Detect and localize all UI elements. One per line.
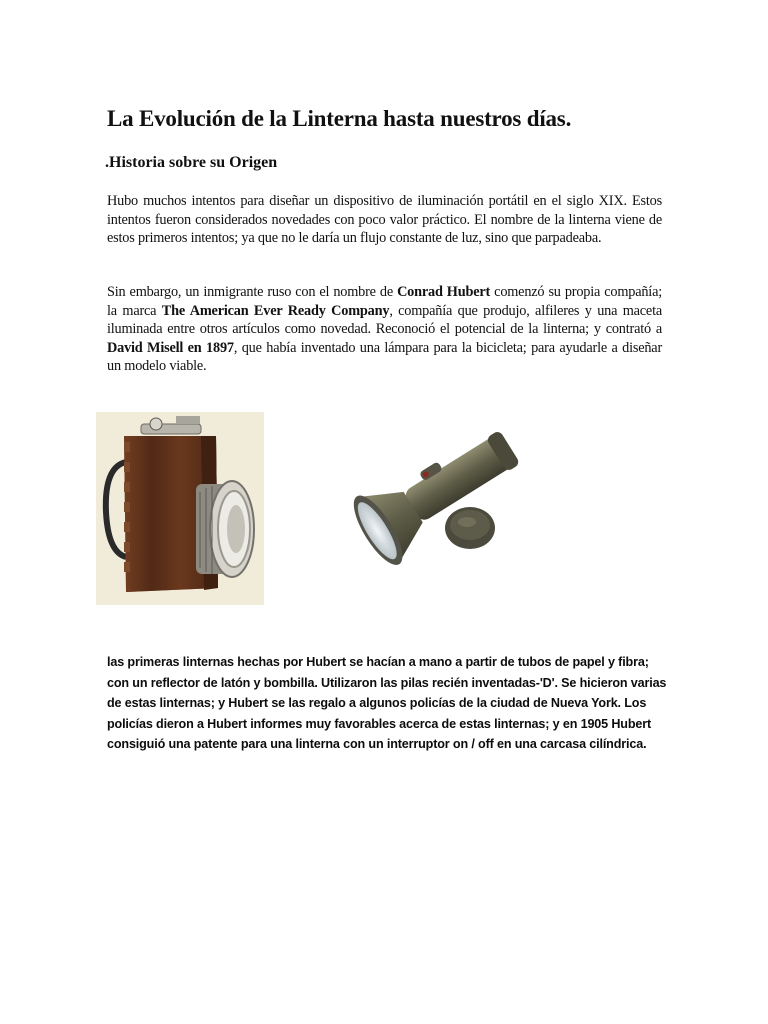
bold-name-misell: David Misell en 1897 <box>107 339 234 356</box>
page-title: La Evolución de la Linterna hasta nuestros días. <box>107 106 572 131</box>
wooden-box-flashlight-photo <box>96 412 264 605</box>
bold-name-hubert: Conrad Hubert <box>397 284 491 300</box>
paragraph-history-intro: Hubo muchos intentos para diseñar un dispositivo de iluminación portátil en el siglo XIX. Estos intentos fueron considerados novedades con poco valor práctico. El nombre de la linterna viene de estos primeros intentos; ya que no le daría un flujo constante de luz, sino que parpadeaba. <box>107 193 662 247</box>
paragraph-text: , compañía que produjo, alfileres y una maceta iluminada entre otros artículos como novedad. Reconoció el potencial de la linterna; y contrató a <box>107 302 662 338</box>
bold-company-name: The American Ever Ready Company <box>161 302 390 319</box>
section-heading: .Historia sobre su Origen <box>105 154 278 171</box>
image-caption: las primeras linternas hechas por Hubert se hacían a mano a partir de tubos de papel y fibra; con un reflector de latón y bombilla. Utilizaron las pilas recién inventadas-'D'. Se hicieron varias de estas linternas; y Hubert se las regalo a algunos policías de la ciudad de Nueva York. Los policías dieron a Hubert informes muy favorables acerca de estas linternas; y en 1905 Hubert consiguió una patente para una linterna con un interruptor on / off en una carcasa cilíndrica. <box>107 655 667 752</box>
paragraph-hubert <box>107 283 662 376</box>
metal-tube-flashlight-photo <box>338 404 523 574</box>
paragraph-text: Sin embargo, un inmigrante ruso con el nombre de <box>107 284 398 300</box>
paragraph-text: , que había inventado una lámpara para la bicicleta; para ayudarle a diseñar un modelo viable. <box>107 339 663 375</box>
paragraph-text: comenzó su propia compañía; la marca <box>107 284 662 319</box>
